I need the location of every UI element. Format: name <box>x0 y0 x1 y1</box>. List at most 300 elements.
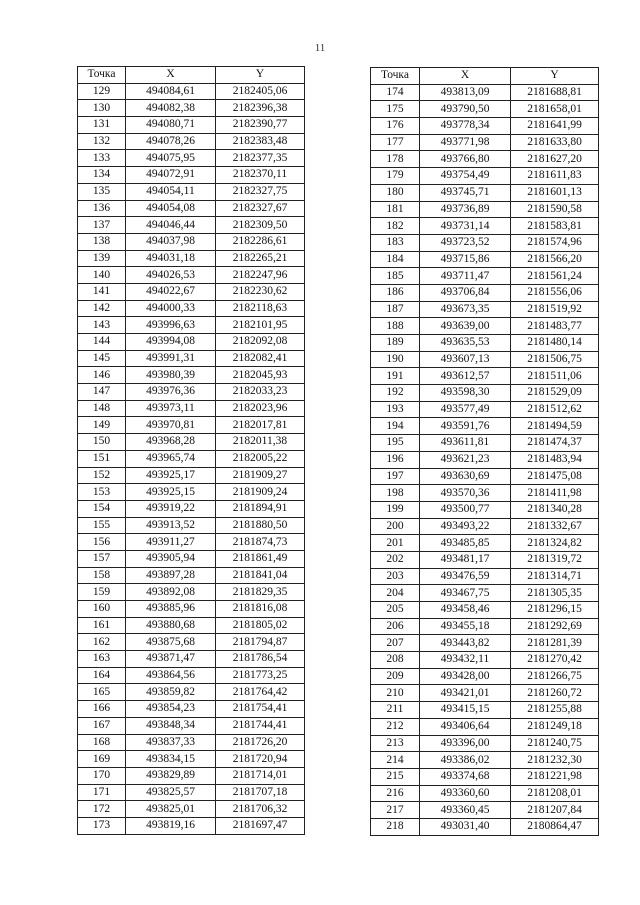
table-row <box>371 635 599 652</box>
cell-point: 207 <box>371 635 420 652</box>
cell-point: 199 <box>371 501 420 518</box>
cell-point: 172 <box>78 801 126 818</box>
cell-y: 2181909,27 <box>216 467 305 484</box>
cell-point: 144 <box>78 334 126 351</box>
cell-x: 493723,52 <box>420 234 511 251</box>
table-row <box>371 485 599 502</box>
cell-y: 2181270,42 <box>511 652 599 669</box>
cell-x: 493911,27 <box>126 534 216 551</box>
table-row <box>371 668 599 685</box>
cell-y: 2181475,08 <box>511 468 599 485</box>
table-row <box>78 200 305 217</box>
cell-x: 493834,15 <box>126 751 216 768</box>
cell-x: 493621,23 <box>420 451 511 468</box>
cell-point: 155 <box>78 517 126 534</box>
cell-point: 206 <box>371 618 420 635</box>
cell-y: 2180864,47 <box>511 818 599 835</box>
cell-y: 2181633,80 <box>511 134 599 151</box>
table-header-row <box>78 67 305 84</box>
table-row <box>78 701 305 718</box>
table-row <box>371 218 599 235</box>
cell-point: 177 <box>371 134 420 151</box>
table-row <box>371 335 599 352</box>
cell-point: 137 <box>78 217 126 234</box>
cell-point: 196 <box>371 451 420 468</box>
cell-x: 493973,11 <box>126 400 216 417</box>
table-row <box>371 268 599 285</box>
cell-x: 493980,39 <box>126 367 216 384</box>
cell-point: 173 <box>78 817 126 834</box>
table-row <box>371 118 599 135</box>
cell-point: 150 <box>78 434 126 451</box>
cell-point: 133 <box>78 150 126 167</box>
cell-y: 2182390,77 <box>216 117 305 134</box>
cell-x: 493913,52 <box>126 517 216 534</box>
table-row <box>371 468 599 485</box>
cell-y: 2182286,61 <box>216 233 305 250</box>
table-row <box>78 751 305 768</box>
cell-y: 2182396,38 <box>216 100 305 117</box>
cell-y: 2181754,41 <box>216 701 305 718</box>
cell-x: 493715,86 <box>420 251 511 268</box>
cell-point: 200 <box>371 518 420 535</box>
header-point: Точка <box>371 68 420 85</box>
cell-x: 494026,53 <box>126 267 216 284</box>
cell-point: 136 <box>78 200 126 217</box>
table-row <box>78 217 305 234</box>
cell-y: 2181773,25 <box>216 667 305 684</box>
table-row <box>78 417 305 434</box>
cell-x: 494082,38 <box>126 100 216 117</box>
cell-y: 2181829,35 <box>216 584 305 601</box>
table-row <box>78 667 305 684</box>
table-row <box>78 183 305 200</box>
cell-point: 204 <box>371 585 420 602</box>
table-row <box>371 385 599 402</box>
cell-x: 493991,31 <box>126 350 216 367</box>
cell-y: 2181874,73 <box>216 534 305 551</box>
cell-y: 2181207,84 <box>511 802 599 819</box>
cell-point: 139 <box>78 250 126 267</box>
cell-y: 2181474,37 <box>511 435 599 452</box>
cell-x: 493745,71 <box>420 184 511 201</box>
cell-point: 191 <box>371 368 420 385</box>
cell-x: 493485,85 <box>420 535 511 552</box>
cell-x: 494054,11 <box>126 183 216 200</box>
table-row <box>371 251 599 268</box>
cell-point: 130 <box>78 100 126 117</box>
cell-x: 493570,36 <box>420 485 511 502</box>
cell-x: 493871,47 <box>126 651 216 668</box>
table-row <box>78 233 305 250</box>
cell-x: 493639,00 <box>420 318 511 335</box>
table-row <box>78 400 305 417</box>
cell-x: 493965,74 <box>126 450 216 467</box>
cell-y: 2181583,81 <box>511 218 599 235</box>
cell-y: 2181305,35 <box>511 585 599 602</box>
cell-point: 190 <box>371 351 420 368</box>
cell-point: 201 <box>371 535 420 552</box>
table-row <box>371 768 599 785</box>
cell-y: 2182370,11 <box>216 167 305 184</box>
cell-x: 494031,18 <box>126 250 216 267</box>
cell-x: 493892,08 <box>126 584 216 601</box>
cell-point: 158 <box>78 567 126 584</box>
cell-point: 181 <box>371 201 420 218</box>
cell-x: 493829,89 <box>126 767 216 784</box>
cell-x: 493673,35 <box>420 301 511 318</box>
cell-x: 494084,61 <box>126 83 216 100</box>
cell-x: 494075,95 <box>126 150 216 167</box>
cell-y: 2182017,81 <box>216 417 305 434</box>
table-row <box>78 584 305 601</box>
cell-y: 2181314,71 <box>511 568 599 585</box>
table-row <box>371 201 599 218</box>
cell-point: 149 <box>78 417 126 434</box>
table-row <box>371 134 599 151</box>
cell-point: 210 <box>371 685 420 702</box>
cell-y: 2181726,20 <box>216 734 305 751</box>
cell-y: 2182118,63 <box>216 300 305 317</box>
table-row <box>78 384 305 401</box>
cell-x: 494022,67 <box>126 283 216 300</box>
table-row <box>78 784 305 801</box>
table-row <box>78 500 305 517</box>
table-row <box>371 501 599 518</box>
cell-x: 493630,69 <box>420 468 511 485</box>
cell-y: 2181706,32 <box>216 801 305 818</box>
cell-y: 2181519,92 <box>511 301 599 318</box>
table-row <box>78 83 305 100</box>
cell-point: 189 <box>371 335 420 352</box>
cell-x: 493476,59 <box>420 568 511 585</box>
cell-y: 2182045,93 <box>216 367 305 384</box>
table-row <box>371 318 599 335</box>
cell-x: 493432,11 <box>420 652 511 669</box>
cell-x: 493880,68 <box>126 617 216 634</box>
cell-point: 185 <box>371 268 420 285</box>
cell-point: 131 <box>78 117 126 134</box>
cell-y: 2181511,06 <box>511 368 599 385</box>
cell-x: 493837,33 <box>126 734 216 751</box>
header-point: Точка <box>78 67 126 84</box>
table-row <box>78 434 305 451</box>
cell-point: 156 <box>78 534 126 551</box>
cell-y: 2182327,75 <box>216 183 305 200</box>
cell-y: 2182383,48 <box>216 133 305 150</box>
cell-x: 493970,81 <box>126 417 216 434</box>
cell-x: 493711,47 <box>420 268 511 285</box>
table-row <box>371 184 599 201</box>
table-row <box>78 367 305 384</box>
cell-x: 493819,16 <box>126 817 216 834</box>
table-row <box>78 317 305 334</box>
table-row <box>371 618 599 635</box>
cell-y: 2181720,94 <box>216 751 305 768</box>
cell-x: 494078,26 <box>126 133 216 150</box>
cell-x: 493458,46 <box>420 602 511 619</box>
table-row <box>371 301 599 318</box>
table-row <box>371 802 599 819</box>
table-row <box>78 267 305 284</box>
cell-x: 493374,68 <box>420 768 511 785</box>
cell-y: 2182230,62 <box>216 283 305 300</box>
cell-y: 2182265,21 <box>216 250 305 267</box>
cell-y: 2181658,01 <box>511 101 599 118</box>
cell-y: 2181611,83 <box>511 168 599 185</box>
cell-point: 152 <box>78 467 126 484</box>
cell-x: 493790,50 <box>420 101 511 118</box>
cell-x: 494037,98 <box>126 233 216 250</box>
cell-x: 493968,28 <box>126 434 216 451</box>
header-y: Y <box>511 68 599 85</box>
table-row <box>371 602 599 619</box>
cell-x: 493396,00 <box>420 735 511 752</box>
cell-point: 160 <box>78 601 126 618</box>
table-row <box>371 685 599 702</box>
table-row <box>371 435 599 452</box>
cell-point: 216 <box>371 785 420 802</box>
table-row <box>371 818 599 835</box>
cell-y: 2181249,18 <box>511 718 599 735</box>
cell-point: 186 <box>371 284 420 301</box>
cell-y: 2181296,15 <box>511 602 599 619</box>
cell-y: 2181794,87 <box>216 634 305 651</box>
cell-x: 493925,17 <box>126 467 216 484</box>
table-row <box>78 734 305 751</box>
table-row <box>371 735 599 752</box>
cell-x: 493864,56 <box>126 667 216 684</box>
table-row <box>371 568 599 585</box>
cell-point: 157 <box>78 550 126 567</box>
table-row <box>78 350 305 367</box>
cell-y: 2181714,01 <box>216 767 305 784</box>
cell-x: 493421,01 <box>420 685 511 702</box>
cell-point: 218 <box>371 818 420 835</box>
cell-point: 184 <box>371 251 420 268</box>
cell-point: 154 <box>78 500 126 517</box>
table-row <box>78 100 305 117</box>
cell-point: 194 <box>371 418 420 435</box>
header-x: X <box>420 68 511 85</box>
cell-y: 2182092,08 <box>216 334 305 351</box>
table-row <box>78 767 305 784</box>
table-row <box>78 550 305 567</box>
cell-y: 2182005,22 <box>216 450 305 467</box>
table-row <box>78 617 305 634</box>
table-row <box>371 535 599 552</box>
table-row <box>371 401 599 418</box>
cell-point: 209 <box>371 668 420 685</box>
cell-y: 2181894,91 <box>216 500 305 517</box>
cell-point: 187 <box>371 301 420 318</box>
table-row <box>371 585 599 602</box>
cell-y: 2181590,58 <box>511 201 599 218</box>
table-row <box>78 601 305 618</box>
cell-point: 193 <box>371 401 420 418</box>
cell-point: 211 <box>371 702 420 719</box>
cell-point: 145 <box>78 350 126 367</box>
cell-y: 2181281,39 <box>511 635 599 652</box>
cell-x: 493854,23 <box>126 701 216 718</box>
cell-y: 2181880,50 <box>216 517 305 534</box>
cell-x: 493493,22 <box>420 518 511 535</box>
cell-point: 166 <box>78 701 126 718</box>
cell-x: 493905,94 <box>126 550 216 567</box>
table-row <box>78 167 305 184</box>
cell-point: 138 <box>78 233 126 250</box>
cell-x: 493443,82 <box>420 635 511 652</box>
cell-point: 129 <box>78 83 126 100</box>
cell-point: 170 <box>78 767 126 784</box>
cell-point: 214 <box>371 752 420 769</box>
table-row <box>371 418 599 435</box>
table-row <box>78 283 305 300</box>
table-row <box>78 534 305 551</box>
cell-y: 2181480,14 <box>511 335 599 352</box>
table-header-row <box>371 68 599 85</box>
cell-x: 494054,08 <box>126 200 216 217</box>
cell-y: 2182247,96 <box>216 267 305 284</box>
cell-point: 165 <box>78 684 126 701</box>
cell-point: 212 <box>371 718 420 735</box>
cell-x: 493415,15 <box>420 702 511 719</box>
cell-y: 2181240,75 <box>511 735 599 752</box>
cell-x: 493897,28 <box>126 567 216 584</box>
cell-point: 151 <box>78 450 126 467</box>
coordinates-table-right <box>370 67 599 836</box>
cell-point: 171 <box>78 784 126 801</box>
cell-y: 2182309,50 <box>216 217 305 234</box>
table-row <box>78 801 305 818</box>
cell-x: 493598,30 <box>420 385 511 402</box>
table-row <box>371 752 599 769</box>
cell-point: 132 <box>78 133 126 150</box>
cell-point: 135 <box>78 183 126 200</box>
cell-point: 179 <box>371 168 420 185</box>
cell-y: 2182011,38 <box>216 434 305 451</box>
table-row <box>371 702 599 719</box>
cell-y: 2182405,06 <box>216 83 305 100</box>
cell-y: 2181232,30 <box>511 752 599 769</box>
cell-x: 493859,82 <box>126 684 216 701</box>
cell-x: 493386,02 <box>420 752 511 769</box>
cell-y: 2181266,75 <box>511 668 599 685</box>
cell-y: 2181319,72 <box>511 551 599 568</box>
table-row <box>78 817 305 834</box>
cell-x: 493848,34 <box>126 717 216 734</box>
cell-point: 146 <box>78 367 126 384</box>
cell-x: 493778,34 <box>420 118 511 135</box>
cell-y: 2181566,20 <box>511 251 599 268</box>
cell-x: 494000,33 <box>126 300 216 317</box>
table-row <box>371 168 599 185</box>
cell-x: 493925,15 <box>126 484 216 501</box>
cell-x: 493813,09 <box>420 84 511 101</box>
cell-y: 2181909,24 <box>216 484 305 501</box>
cell-point: 183 <box>371 234 420 251</box>
cell-x: 493996,63 <box>126 317 216 334</box>
cell-x: 493611,81 <box>420 435 511 452</box>
table-row <box>371 718 599 735</box>
cell-point: 174 <box>371 84 420 101</box>
cell-y: 2181324,82 <box>511 535 599 552</box>
table-row <box>78 117 305 134</box>
cell-x: 493635,53 <box>420 335 511 352</box>
cell-x: 493406,64 <box>420 718 511 735</box>
cell-y: 2181494,59 <box>511 418 599 435</box>
cell-x: 493976,36 <box>126 384 216 401</box>
cell-y: 2182327,67 <box>216 200 305 217</box>
cell-y: 2181574,96 <box>511 234 599 251</box>
table-row <box>78 567 305 584</box>
table-row <box>78 651 305 668</box>
cell-x: 493467,75 <box>420 585 511 602</box>
table-row <box>78 634 305 651</box>
cell-x: 493360,45 <box>420 802 511 819</box>
cell-y: 2181260,72 <box>511 685 599 702</box>
cell-y: 2181697,47 <box>216 817 305 834</box>
table-row <box>78 250 305 267</box>
cell-point: 141 <box>78 283 126 300</box>
cell-point: 203 <box>371 568 420 585</box>
cell-y: 2181601,13 <box>511 184 599 201</box>
table-row <box>371 518 599 535</box>
cell-y: 2181340,28 <box>511 501 599 518</box>
cell-point: 167 <box>78 717 126 734</box>
cell-x: 493360,60 <box>420 785 511 802</box>
table-row <box>371 84 599 101</box>
cell-point: 142 <box>78 300 126 317</box>
cell-point: 192 <box>371 385 420 402</box>
cell-x: 493771,98 <box>420 134 511 151</box>
cell-y: 2181688,81 <box>511 84 599 101</box>
cell-point: 198 <box>371 485 420 502</box>
cell-x: 493500,77 <box>420 501 511 518</box>
cell-x: 493612,57 <box>420 368 511 385</box>
page-number: 11 <box>314 42 326 54</box>
table-row <box>371 785 599 802</box>
table-row <box>78 717 305 734</box>
cell-point: 159 <box>78 584 126 601</box>
table-row <box>78 467 305 484</box>
cell-y: 2182082,41 <box>216 350 305 367</box>
cell-y: 2181332,67 <box>511 518 599 535</box>
cell-x: 494046,44 <box>126 217 216 234</box>
header-y: Y <box>216 67 305 84</box>
cell-y: 2181841,04 <box>216 567 305 584</box>
header-x: X <box>126 67 216 84</box>
cell-x: 493428,00 <box>420 668 511 685</box>
cell-y: 2181816,08 <box>216 601 305 618</box>
cell-point: 134 <box>78 167 126 184</box>
table-row <box>371 234 599 251</box>
cell-x: 493591,76 <box>420 418 511 435</box>
cell-point: 169 <box>78 751 126 768</box>
table-row <box>78 334 305 351</box>
table-row <box>78 133 305 150</box>
table-row <box>371 551 599 568</box>
cell-y: 2181561,24 <box>511 268 599 285</box>
cell-point: 215 <box>371 768 420 785</box>
cell-y: 2181641,99 <box>511 118 599 135</box>
cell-y: 2181411,98 <box>511 485 599 502</box>
cell-point: 162 <box>78 634 126 651</box>
table-row <box>371 101 599 118</box>
table-row <box>78 450 305 467</box>
cell-x: 494072,91 <box>126 167 216 184</box>
cell-point: 143 <box>78 317 126 334</box>
